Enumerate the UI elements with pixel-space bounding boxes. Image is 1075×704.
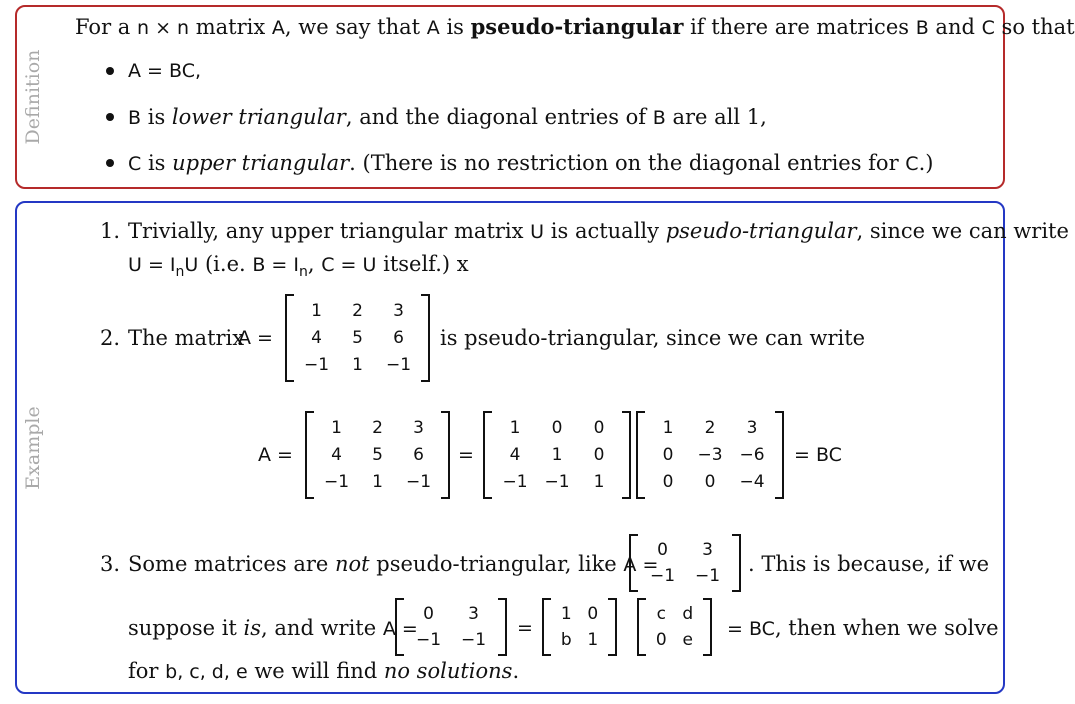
- equals-sign: =: [458, 444, 474, 466]
- matrix-cell: 0: [655, 630, 667, 650]
- item-2-text-after: is pseudo-triangular, since we can write: [440, 326, 866, 350]
- matrix-A-3x3: [285, 294, 430, 382]
- matrix-cell: −1: [385, 355, 412, 375]
- matrix-cell: 3: [468, 604, 479, 624]
- matrix-cell: 0: [662, 445, 674, 465]
- left-bracket: [305, 411, 314, 499]
- matrix-cell: e: [682, 630, 693, 650]
- item-2-lhs: A =: [238, 327, 273, 349]
- matrix-cell: 2: [704, 418, 716, 438]
- equation-rhs: = BC: [794, 444, 842, 466]
- left-bracket: [395, 598, 404, 656]
- left-bracket: [542, 598, 551, 656]
- item-3-line-2: suppose it is, and write A =: [128, 616, 418, 640]
- bullet-dot: [106, 159, 114, 167]
- matrix-cell: 2: [352, 301, 363, 321]
- matrix-cell: −1: [460, 630, 487, 650]
- matrix-cell: −1: [303, 355, 330, 375]
- matrix-cell: −4: [739, 472, 765, 492]
- matrix-cell: 1: [331, 418, 342, 438]
- matrix-cell: −1: [544, 472, 570, 492]
- matrix-cell: −1: [405, 472, 432, 492]
- matrix-cell: 5: [352, 328, 363, 348]
- matrix-cell: 4: [509, 445, 521, 465]
- item-3-line-1-after: . This is because, if we: [748, 552, 990, 576]
- matrix-cell: 5: [372, 445, 383, 465]
- equation-lhs: A =: [258, 444, 293, 466]
- definition-bullet-1: A = BC,: [128, 60, 202, 82]
- definition-bullet-3: C is upper triangular. (There is no restriction on the diagonal entries for C.): [128, 151, 934, 175]
- matrix-cell: 1: [509, 418, 521, 438]
- right-bracket: [622, 411, 631, 499]
- matrix-cell: 0: [423, 604, 434, 624]
- definition-side-label: Definition: [22, 49, 44, 145]
- matrix-cell: 1: [560, 604, 572, 624]
- right-bracket: [421, 294, 430, 382]
- matrix-cell: −1: [502, 472, 528, 492]
- matrix-cell: d: [682, 604, 694, 624]
- bullet-dot: [106, 113, 114, 121]
- matrix-A-3x3-eq: [305, 411, 450, 499]
- left-bracket: [285, 294, 294, 382]
- matrix-cell: 1: [311, 301, 322, 321]
- item-3-line-3: for b, c, d, e we will find no solutions.: [128, 659, 520, 683]
- definition-intro: For a n × n matrix A, we say that A is pseudo-triangular if there are matrices B and C so that: [75, 14, 1075, 39]
- matrix-cell: −1: [649, 566, 676, 586]
- matrix-cell: −3: [697, 445, 723, 465]
- right-bracket: [775, 411, 784, 499]
- matrix-A-2x2-eq: [395, 598, 507, 656]
- left-bracket: [629, 534, 638, 592]
- matrix-B-3x3: [483, 411, 631, 499]
- right-bracket: [608, 598, 617, 656]
- item-2-text-before: The matrix: [128, 326, 245, 350]
- left-bracket: [636, 411, 645, 499]
- left-bracket: [483, 411, 492, 499]
- item-3-number: 3.: [100, 552, 121, 576]
- definition-bullet-2: B is lower triangular, and the diagonal entries of B are all 1,: [128, 105, 767, 129]
- matrix-cell: 1: [587, 630, 599, 650]
- matrix-cell: −6: [739, 445, 765, 465]
- matrix-cell: 0: [593, 418, 605, 438]
- matrix-cell: 0: [587, 604, 599, 624]
- matrix-cell: 0: [657, 540, 668, 560]
- matrix-cell: 6: [393, 328, 404, 348]
- item-3-line-1: Some matrices are not pseudo-triangular, like A =: [128, 552, 659, 576]
- matrix-cell: 1: [352, 355, 363, 375]
- matrix-cell: 0: [704, 472, 716, 492]
- bullet-dot: [106, 67, 114, 75]
- matrix-cell: 1: [551, 445, 563, 465]
- matrix-cell: −1: [415, 630, 442, 650]
- matrix-cell: b: [560, 630, 572, 650]
- matrix-cell: 4: [331, 445, 342, 465]
- item-3-line-2-after: = BC, then when we solve: [727, 616, 999, 640]
- matrix-cell: 2: [372, 418, 383, 438]
- matrix-cell: −1: [323, 472, 350, 492]
- item-1-number: 1.: [100, 219, 121, 243]
- item-1-line-2: $U = I_nU$ (i.e. $B = I_n$, C = U itself.) x: [128, 252, 469, 281]
- right-bracket: [732, 534, 741, 592]
- matrix-cell: 3: [413, 418, 424, 438]
- matrix-cell: 0: [593, 445, 605, 465]
- matrix-cell: 3: [746, 418, 758, 438]
- matrix-cell: c: [656, 604, 666, 624]
- matrix-C-3x3: [636, 411, 784, 499]
- matrix-cell: 1: [593, 472, 605, 492]
- matrix-C-2x2: [637, 598, 712, 656]
- item-2-number: 2.: [100, 326, 121, 350]
- left-bracket: [637, 598, 646, 656]
- matrix-B-2x2: [542, 598, 617, 656]
- right-bracket: [498, 598, 507, 656]
- matrix-cell: 1: [372, 472, 383, 492]
- right-bracket: [703, 598, 712, 656]
- item-1-line-1: Trivially, any upper triangular matrix U is actually pseudo-triangular, since we can write: [128, 219, 1069, 243]
- matrix-cell: 3: [702, 540, 713, 560]
- matrix-cell: 1: [662, 418, 674, 438]
- matrix-A-2x2: [629, 534, 741, 592]
- matrix-cell: 6: [413, 445, 424, 465]
- matrix-cell: 3: [393, 301, 404, 321]
- equals-sign: =: [517, 617, 533, 639]
- matrix-cell: 4: [311, 328, 322, 348]
- matrix-cell: −1: [694, 566, 721, 586]
- example-side-label: Example: [22, 406, 44, 490]
- right-bracket: [441, 411, 450, 499]
- matrix-cell: 0: [662, 472, 674, 492]
- matrix-cell: 0: [551, 418, 563, 438]
